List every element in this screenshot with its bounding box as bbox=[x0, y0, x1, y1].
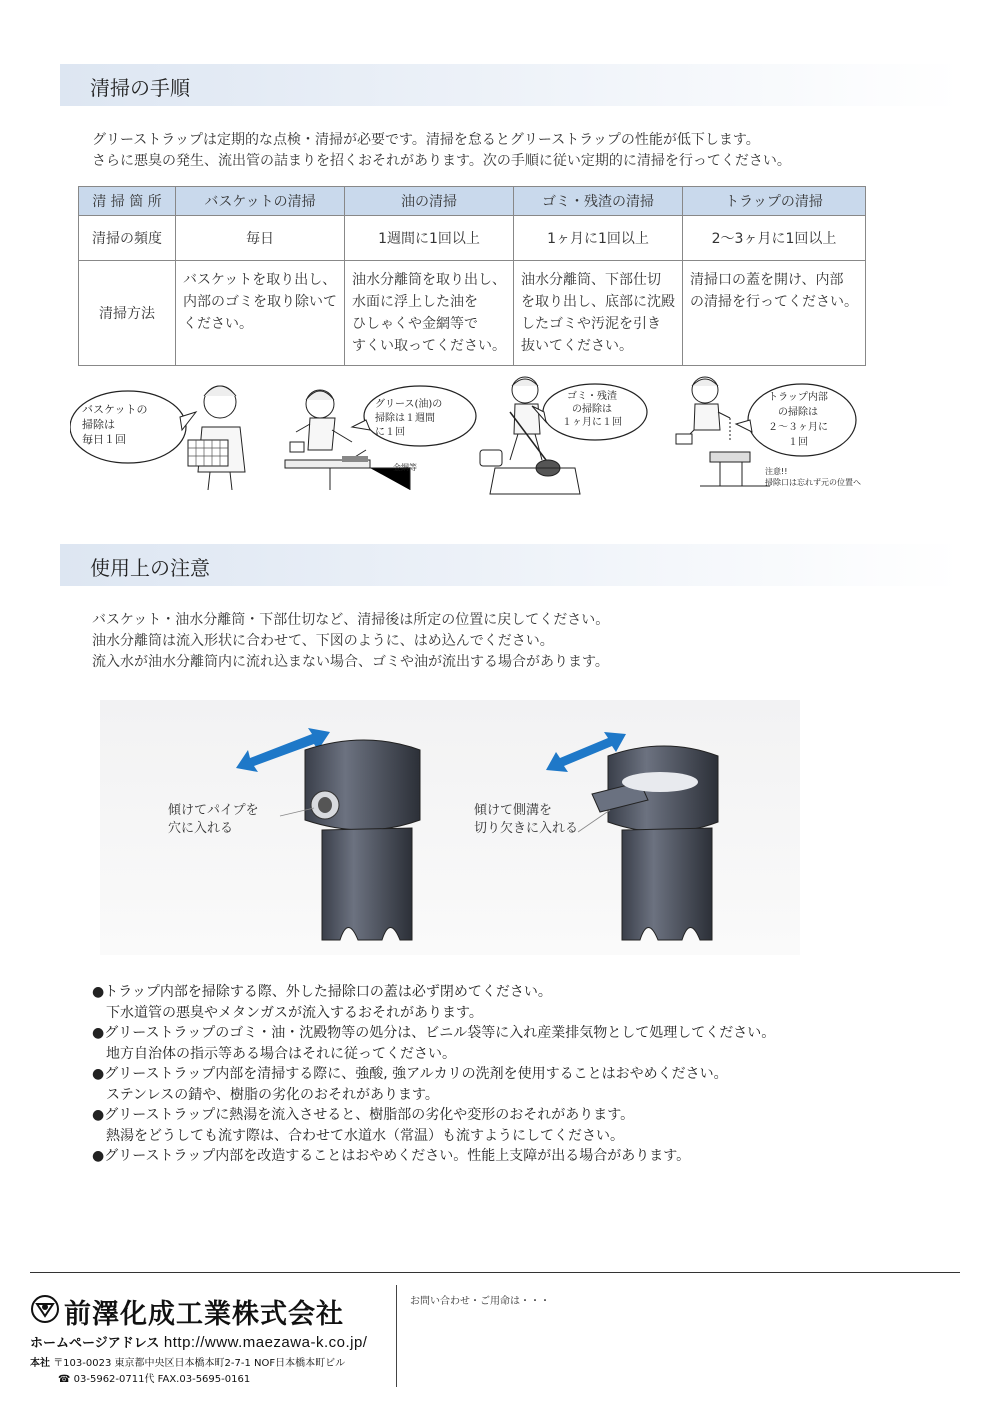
intro-line: さらに悪臭の発生、流出管の詰まりを招くおそれがあります。次の手順に従い定期的に清掃を行ってください。 bbox=[92, 153, 791, 169]
note-line: 注意!! bbox=[765, 467, 788, 476]
table-header-row bbox=[79, 187, 866, 216]
figure-label-pipe bbox=[168, 802, 259, 838]
bubble-line: 掃除は１週間 bbox=[375, 413, 435, 424]
intro-line: 流入水が油水分離筒内に流れ込まない場合、ゴミや油が流出する場合があります。 bbox=[92, 654, 609, 670]
bubble-line: １ヶ月に１回 bbox=[562, 417, 622, 428]
company-name: 前澤化成工業株式会社 bbox=[64, 1299, 344, 1330]
section-header-caution bbox=[60, 544, 960, 586]
section-title-caution: 使用上の注意 bbox=[90, 556, 210, 580]
table-cell: 2～3ヶ月に1回以上 bbox=[683, 216, 866, 261]
homepage-line bbox=[30, 1332, 367, 1351]
bullet-item: ●トラップ内部を掃除する際、外した掃除口の蓋は必ず閉めてください。 bbox=[92, 984, 552, 1000]
label-line: 傾けてパイプを bbox=[168, 803, 259, 818]
separator-left bbox=[305, 740, 420, 940]
contact-prompt: お問い合わせ・ご用命は・・・ bbox=[410, 1296, 550, 1307]
phone-fax: ☎ 03-5962-0711代 FAX.03-5695-0161 bbox=[58, 1374, 251, 1385]
bubble-line: の掃除は bbox=[572, 404, 612, 415]
cell-line: ください。 bbox=[183, 316, 253, 332]
label-line: 穴に入れる bbox=[168, 821, 234, 836]
cell-line: バスケットを取り出し、 bbox=[183, 272, 337, 288]
bubble-line: ２～３ヶ月に bbox=[768, 422, 828, 433]
table-cell bbox=[176, 261, 345, 366]
cell-line: 油水分離筒、下部仕切 bbox=[521, 272, 661, 288]
table-header-cell: ゴミ・残渣の清掃 bbox=[514, 187, 683, 216]
table-row-frequency bbox=[79, 216, 866, 261]
company-logo-icon bbox=[30, 1294, 60, 1324]
label-line: 切り欠きに入れる bbox=[474, 821, 579, 836]
bullet-item: ●グリーストラップ内部を清掃する際に、強酸, 強アルカリの洗剤を使用することはおやめください。 bbox=[92, 1066, 728, 1082]
bubble-line: バスケットの bbox=[82, 403, 148, 416]
bullet-sub: ステンレスの錆や、樹脂の劣化のおそれがあります。 bbox=[106, 1086, 439, 1103]
caution-intro bbox=[92, 610, 609, 673]
bubble-line: 掃除は bbox=[82, 418, 115, 431]
bubble-line: に１回 bbox=[375, 427, 405, 438]
table-header-cell: 油の清掃 bbox=[345, 187, 514, 216]
intro-line: グリーストラップは定期的な点検・清掃が必要です。清掃を怠るとグリーストラップの性能が低下します。 bbox=[92, 132, 760, 148]
address-line bbox=[30, 1354, 345, 1369]
cell-line: を取り出し、底部に沈殿 bbox=[521, 294, 675, 310]
bubble-line: 毎日１回 bbox=[82, 433, 126, 446]
bubble-line: グリース(油)の bbox=[375, 399, 443, 410]
cell-line: したゴミや汚泥を引き bbox=[521, 316, 661, 332]
intro-line: 油水分離筒は流入形状に合わせて、下図のように、はめ込んでください。 bbox=[92, 633, 554, 649]
table-cell bbox=[514, 261, 683, 366]
cell-line: すくい取ってください。 bbox=[352, 338, 506, 354]
bubble-line: １回 bbox=[788, 437, 808, 448]
bubble-line: の掃除は bbox=[778, 407, 818, 418]
bullet-item: ●グリーストラップに熱湯を流入させると、樹脂部の劣化や変形のおそれがあります。 bbox=[92, 1107, 635, 1123]
caption-trap-note bbox=[765, 466, 861, 488]
bullet-item: ●グリーストラップのゴミ・油・沈殿物等の処分は、ビニル袋等に入れ産業排気物として処理してください。 bbox=[92, 1025, 776, 1041]
caption-wire-mesh: 金網等 bbox=[393, 463, 417, 472]
table-header-cell: 清 掃 箇 所 bbox=[79, 187, 176, 216]
bullet-item: ●グリーストラップ内部を改造することはおやめください。性能上支障が出る場合があります。 bbox=[92, 1148, 691, 1164]
cell-line: 抜いてください。 bbox=[521, 338, 633, 354]
section-title-cleaning: 清掃の手順 bbox=[90, 76, 190, 100]
intro-line: バスケット・油水分離筒・下部仕切など、清掃後は所定の位置に戻してください。 bbox=[92, 612, 610, 628]
cell-line: 清掃口の蓋を開け、内部 bbox=[690, 272, 844, 288]
table-cell: 1週間に1回以上 bbox=[345, 216, 514, 261]
footer-rule bbox=[30, 1272, 960, 1273]
cell-line: 内部のゴミを取り除いて bbox=[183, 294, 337, 310]
table-cell bbox=[345, 261, 514, 366]
label-line: 傾けて側溝を bbox=[474, 803, 553, 818]
cell-line: 水面に浮上した油を bbox=[352, 294, 478, 310]
table-cell: 毎日 bbox=[176, 216, 345, 261]
figure-label-notch bbox=[474, 802, 578, 838]
table-cell bbox=[683, 261, 866, 366]
cleaning-table bbox=[78, 186, 866, 366]
table-header-cell: トラップの清掃 bbox=[683, 187, 866, 216]
table-cell: 1ヶ月に1回以上 bbox=[514, 216, 683, 261]
note-line: 掃除口は忘れず元の位置へ bbox=[765, 478, 861, 487]
table-row-label: 清掃方法 bbox=[79, 261, 176, 366]
bubble-grease bbox=[375, 398, 442, 440]
homepage-label: ホームページアドレス bbox=[30, 1336, 160, 1351]
bubble-line: トラップ内部 bbox=[768, 392, 828, 403]
separator-right bbox=[592, 746, 718, 940]
section-header-cleaning bbox=[60, 64, 960, 106]
cell-line: ひしゃくや金網等で bbox=[352, 316, 478, 332]
footer-divider bbox=[396, 1285, 397, 1387]
bubble-trap bbox=[768, 390, 828, 450]
caution-bullets bbox=[92, 982, 775, 1167]
homepage-link[interactable]: http://www.maezawa-k.co.jp/ bbox=[163, 1334, 368, 1351]
cleaning-intro bbox=[92, 130, 791, 172]
bubble-debris bbox=[562, 390, 622, 429]
address-label: 本社 bbox=[30, 1358, 50, 1369]
cell-line: の清掃を行ってください。 bbox=[690, 294, 858, 310]
bubble-line: ゴミ・残渣 bbox=[567, 391, 617, 402]
table-row-label: 清掃の頻度 bbox=[79, 216, 176, 261]
table-header-cell: バスケットの清掃 bbox=[176, 187, 345, 216]
bullet-sub: 地方自治体の指示等ある場合はそれに従ってください。 bbox=[106, 1045, 456, 1062]
bullet-sub: 熱湯をどうしても流す際は、合わせて水道水（常温）も流すようにしてください。 bbox=[106, 1127, 624, 1144]
table-row-method bbox=[79, 261, 866, 366]
address-text: 〒103-0023 東京都中央区日本橋本町2-7-1 NOF日本橋本町ビル bbox=[53, 1358, 346, 1369]
bubble-basket bbox=[82, 402, 147, 447]
cell-line: 油水分離筒を取り出し、 bbox=[352, 272, 506, 288]
bullet-sub: 下水道管の悪臭やメタンガスが流入するおそれがあります。 bbox=[106, 1004, 483, 1021]
